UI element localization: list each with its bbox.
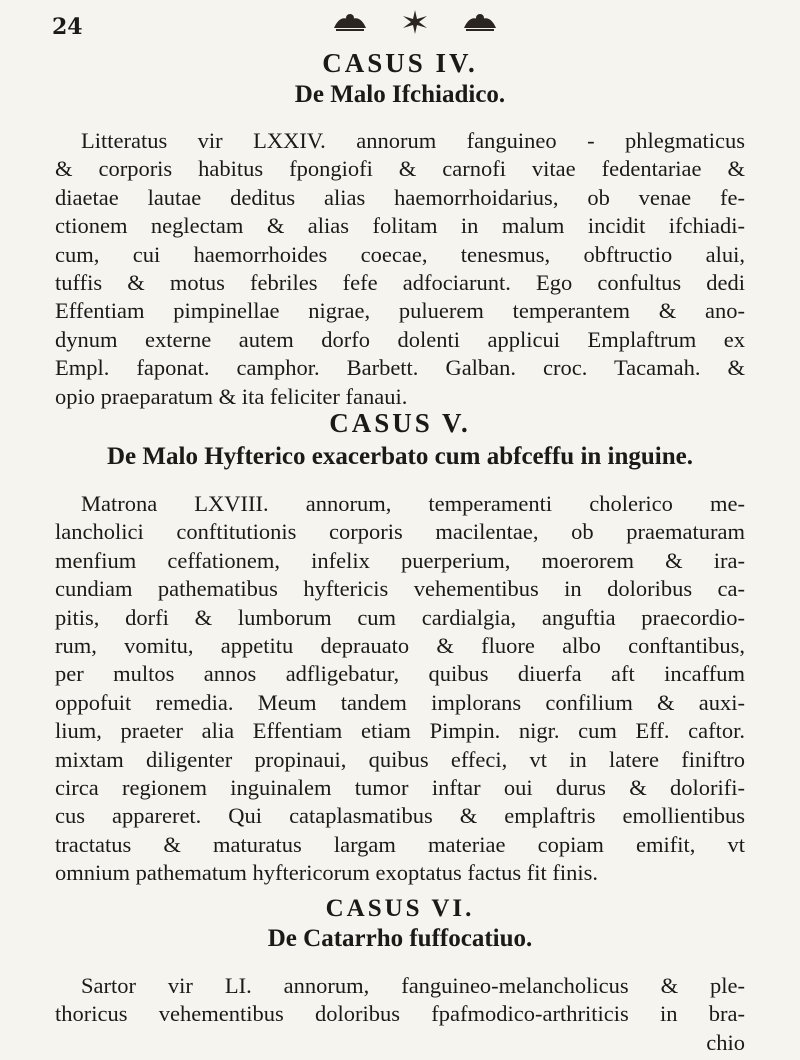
case-4-subtitle: De Malo Ifchiadico. xyxy=(294,81,506,108)
text-line: menfium ceffationem, infelix puerperium, moerorem & ira- xyxy=(55,547,745,573)
text-line: Litteratus vir LXXIV. annorum fanguineo - phlegmaticus xyxy=(81,128,745,153)
text-line: circa regionem inguinalem tumor inftar oui durus & dolorifi- xyxy=(55,775,745,801)
case-6 xyxy=(55,895,745,953)
text-line: tractatus & maturatus largam materiae copiam emifit, vt xyxy=(55,831,745,857)
case-5 xyxy=(55,408,745,471)
case-4 xyxy=(55,48,745,109)
text-line: lancholici conftitutionis corporis macilentae, ob praematuram xyxy=(55,519,745,545)
text-line: thoricus vehementibus doloribus fpafmodico-arthriticis in bra- xyxy=(55,1001,745,1027)
text-line: dynum externe autem dorfo dolenti applicui Emplaftrum ex xyxy=(55,326,745,352)
text-line: Effentiam pimpinellae nigrae, puluerem temperantem & ano- xyxy=(55,298,745,324)
text-line: Matrona LXVIII. annorum, temperamenti cholerico me- xyxy=(81,491,745,516)
case-5-body xyxy=(55,490,745,888)
text-line: cundiam pathematibus hyftericis vehementibus in doloribus ca- xyxy=(55,576,745,602)
text-line: Sartor vir LI. annorum, fanguineo-melancholicus & ple- xyxy=(81,973,745,998)
fleuron-left-icon xyxy=(330,10,370,34)
case-6-body xyxy=(55,972,745,1057)
text-line: ctionem neglectam & alias folitam in malum incidit ifchiadi- xyxy=(55,213,745,239)
text-line: opio praeparatum & ita feliciter fanaui. xyxy=(55,383,408,409)
case-5-subtitle: De Malo Hyfterico exacerbato cum abfceffu in inguine. xyxy=(107,443,693,470)
text-line: chio xyxy=(706,1029,745,1055)
text-line: rum, vomitu, appetitu deprauato & fluore albo conftantibus, xyxy=(55,633,745,659)
text-line: cum, cui haemorrhoides coecae, tenesmus, obftructio alui, xyxy=(55,241,745,267)
case-6-subtitle: De Catarrho fuffocatiuo. xyxy=(267,925,533,952)
text-line: cus appareret. Qui cataplasmatibus & emplaftris emollientibus xyxy=(55,803,745,829)
text-line: lium, praeter alia Effentiam etiam Pimpin. nigr. cum Eff. caftor. xyxy=(55,718,745,744)
text-line: & corporis habitus fpongiofi & carnofi vitae fedentariae & xyxy=(55,156,745,182)
text-line: oppofuit remedia. Meum tandem implorans confilium & auxi- xyxy=(55,689,745,715)
text-line: per multos annos adfligebatur, quibus diuerfa aft incaffum xyxy=(55,661,745,687)
page-number: 24 xyxy=(52,14,83,40)
text-line: Empl. faponat. camphor. Barbett. Galban. croc. Tacamah. & xyxy=(55,355,745,381)
case-6-title: CASUS VI. xyxy=(325,895,475,922)
case-5-title: CASUS V. xyxy=(329,408,471,438)
header-ornament xyxy=(330,8,500,36)
case-4-title: CASUS IV. xyxy=(322,48,478,78)
cross-star-icon xyxy=(400,8,430,36)
text-line: mixtam diligenter propinaui, quibus effeci, vt in latere finiftro xyxy=(55,746,745,772)
text-line: tuffis & motus febriles fefe adfociarunt. Ego confultus dedi xyxy=(55,270,745,296)
fleuron-right-icon xyxy=(460,10,500,34)
text-line: omnium pathematum hyftericorum exoptatus factus fit finis. xyxy=(55,860,598,886)
case-4-body xyxy=(55,127,745,411)
text-line: pitis, dorfi & lumborum cum cardialgia, anguftia praecordio- xyxy=(55,604,745,630)
text-line: diaetae lautae deditus alias haemorrhoidarius, ob venae fe- xyxy=(55,184,745,210)
